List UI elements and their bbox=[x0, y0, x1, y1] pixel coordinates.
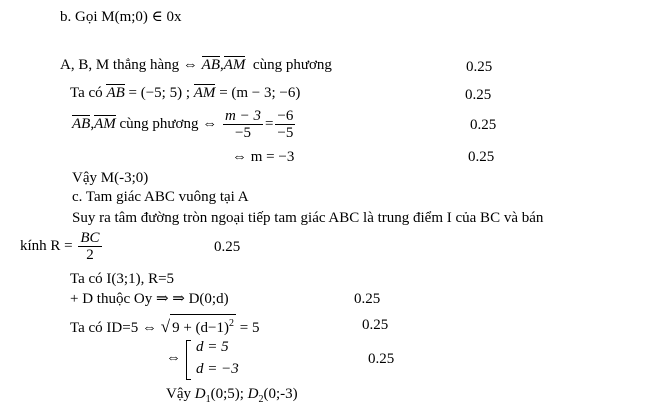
d2-subscript: 2 bbox=[258, 394, 264, 405]
equals-five: = 5 bbox=[239, 320, 260, 336]
distance-eq-text: Ta có ID=5 ⇔ bbox=[70, 320, 157, 336]
fraction-right-num: −6 bbox=[277, 108, 294, 125]
radius-text: kính R = bbox=[20, 238, 73, 254]
score-6: 0.25 bbox=[354, 291, 381, 307]
same-direction-text-2: cùng phương bbox=[119, 116, 199, 132]
score-2: 0.25 bbox=[465, 87, 492, 103]
sqrt-expression bbox=[170, 314, 236, 336]
d1-value: (0;5); bbox=[210, 386, 244, 402]
fraction-left bbox=[223, 108, 263, 141]
m-solution: ⇔ m = −3 bbox=[232, 149, 295, 165]
suy-ra-line: Suy ra tâm đường tròn ngoại tiếp tam giác ABC là trung điểm I của BC và bán bbox=[72, 210, 544, 226]
distance-equation-line bbox=[70, 314, 259, 337]
vector-ab-3: AB bbox=[72, 116, 91, 132]
final-answer bbox=[166, 385, 298, 409]
vector-am: AM bbox=[223, 57, 246, 73]
ab-value: = (−5; 5) ; bbox=[128, 85, 191, 101]
fraction-bc-den: 2 bbox=[78, 246, 101, 263]
vector-ab: AB bbox=[201, 57, 220, 73]
score-5: 0.25 bbox=[214, 239, 241, 255]
score-7: 0.25 bbox=[362, 317, 389, 333]
case-iff: ⇔ bbox=[166, 350, 181, 366]
sqrt-icon: √ bbox=[160, 317, 171, 336]
center-radius-line: Ta có I(3;1), R=5 bbox=[70, 271, 175, 287]
score-1: 0.25 bbox=[466, 59, 493, 75]
score-8: 0.25 bbox=[368, 351, 395, 367]
fraction-right bbox=[275, 108, 295, 141]
sqrt-content: 9 + (d−1) bbox=[172, 320, 229, 336]
fraction-left-den: −5 bbox=[223, 124, 263, 141]
d2-value: (0;-3) bbox=[263, 386, 298, 402]
fraction-left-num: m − 3 bbox=[224, 108, 261, 125]
d1-subscript: 1 bbox=[205, 394, 211, 405]
comma: , bbox=[220, 57, 224, 73]
vector-am-2: AM bbox=[193, 85, 216, 101]
vector-ab-2: AB bbox=[106, 85, 125, 101]
comma-2: , bbox=[90, 116, 95, 132]
iff-symbol: ⇔ bbox=[202, 116, 218, 132]
am-value: = (m − 3; −6) bbox=[219, 85, 301, 101]
collinear-line bbox=[60, 56, 332, 74]
collinear-text: A, B, M thẳng hàng ⇔ bbox=[60, 57, 198, 73]
bracket-icon bbox=[186, 340, 191, 380]
sqrt-exponent: 2 bbox=[228, 318, 234, 329]
part-c-heading: c. Tam giác ABC vuông tại A bbox=[72, 189, 249, 205]
case-2: d = −3 bbox=[196, 361, 239, 377]
equals-sign: = bbox=[264, 116, 274, 132]
case-1: d = 5 bbox=[196, 339, 229, 355]
vector-am-3: AM bbox=[94, 116, 116, 132]
conclusion-m: Vậy M(-3;0) bbox=[72, 170, 149, 186]
fraction-bc bbox=[78, 230, 101, 263]
d1-label: D bbox=[194, 386, 206, 402]
final-vay: Vậy bbox=[166, 386, 191, 402]
score-3: 0.25 bbox=[470, 117, 497, 133]
radius-line bbox=[20, 226, 104, 266]
same-direction-text: cùng phương bbox=[252, 57, 332, 73]
ta-co-text: Ta có bbox=[70, 85, 103, 101]
fraction-right-den: −5 bbox=[277, 125, 294, 142]
d-on-oy-line: + D thuộc Oy ⇒ ⇒ D(0;d) bbox=[70, 291, 229, 307]
score-4: 0.25 bbox=[468, 149, 495, 165]
fraction-bc-num: BC bbox=[80, 230, 100, 247]
d2-label: D bbox=[247, 386, 259, 402]
vector-values-line bbox=[70, 84, 300, 102]
part-b-heading: b. Gọi M(m;0) ∈ 0x bbox=[60, 9, 182, 25]
fraction-line bbox=[72, 104, 297, 144]
